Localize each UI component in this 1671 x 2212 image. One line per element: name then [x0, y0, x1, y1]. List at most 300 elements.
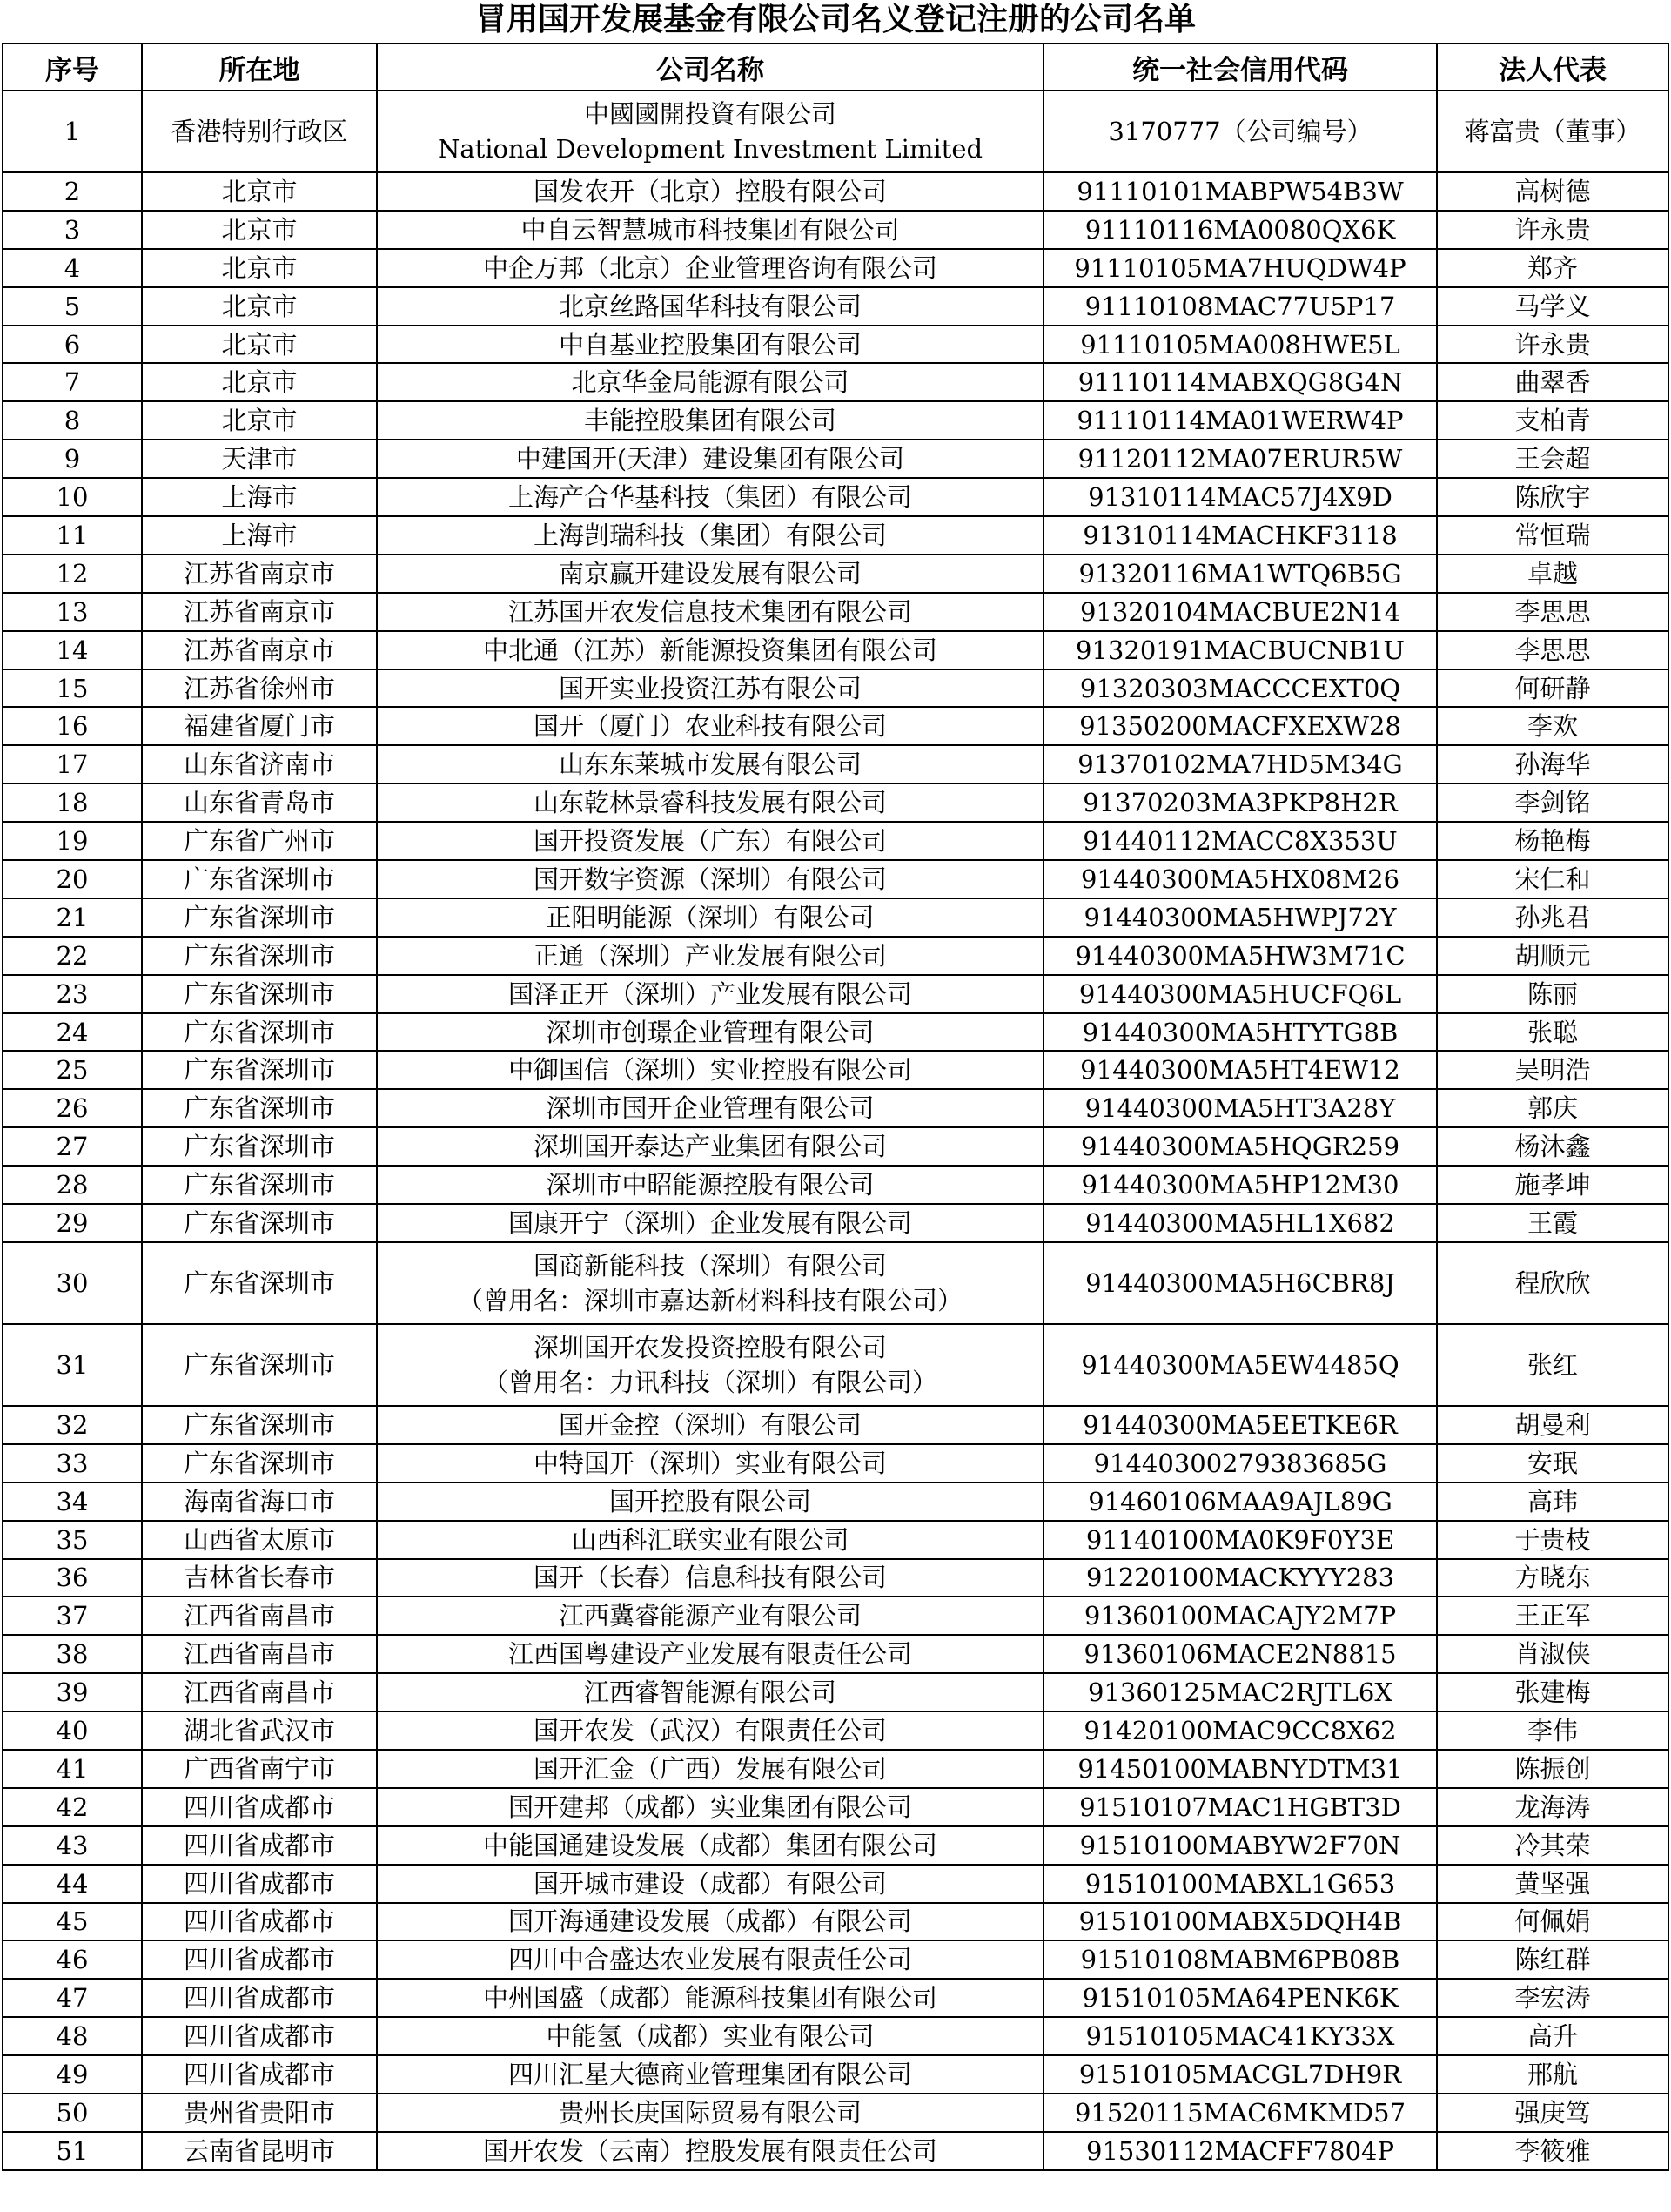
- cell-legal-rep: 蒋富贵（董事）: [1437, 91, 1668, 172]
- cell-seq: 37: [3, 1597, 142, 1635]
- company-name-subline: National Development Investment Limited: [437, 134, 983, 164]
- cell-legal-rep: 支柏青: [1437, 401, 1668, 440]
- cell-legal-rep: 安珉: [1437, 1444, 1668, 1483]
- table-row: [3, 1559, 1668, 1597]
- cell-location: 广东省深圳市: [142, 1051, 377, 1089]
- table-row: [3, 249, 1668, 287]
- cell-location: 四川省成都市: [142, 2055, 377, 2094]
- cell-company-name: 北京丝路国华科技有限公司: [377, 287, 1044, 326]
- cell-company-name: 中州国盛（成都）能源科技集团有限公司: [377, 1979, 1044, 2017]
- cell-credit-code: 91440300MA5HW3M71C: [1044, 937, 1437, 975]
- cell-credit-code: 91360106MACE2N8815: [1044, 1635, 1437, 1673]
- cell-credit-code: 91360100MACAJY2M7P: [1044, 1597, 1437, 1635]
- cell-location: 四川省成都市: [142, 1940, 377, 1979]
- column-header-credit-code: 统一社会信用代码: [1044, 44, 1437, 91]
- cell-credit-code: 91320116MA1WTQ6B5G: [1044, 555, 1437, 593]
- cell-company-name: 贵州长庚国际贸易有限公司: [377, 2094, 1044, 2132]
- table-row: [3, 1903, 1668, 1941]
- cell-location: 广东省深圳市: [142, 937, 377, 975]
- cell-legal-rep: 郑齐: [1437, 249, 1668, 287]
- cell-seq: 6: [3, 326, 142, 364]
- cell-company-name: 国开控股有限公司: [377, 1483, 1044, 1521]
- cell-location: 海南省海口市: [142, 1483, 377, 1521]
- cell-seq: 15: [3, 669, 142, 708]
- table-row: [3, 211, 1668, 249]
- table-row: [3, 555, 1668, 593]
- cell-location: 广东省深圳市: [142, 1324, 377, 1406]
- cell-location: 四川省成都市: [142, 2017, 377, 2055]
- table-row: [3, 1788, 1668, 1826]
- cell-company-name: 深圳市中昭能源控股有限公司: [377, 1166, 1044, 1204]
- cell-company-name: 国开汇金（广西）发展有限公司: [377, 1750, 1044, 1788]
- cell-seq: 10: [3, 478, 142, 516]
- cell-legal-rep: 何佩娟: [1437, 1903, 1668, 1941]
- table-row: [3, 1826, 1668, 1865]
- cell-company-name: 国开（长春）信息科技有限公司: [377, 1559, 1044, 1597]
- cell-company-name: 山西科汇联实业有限公司: [377, 1521, 1044, 1559]
- table-row: [3, 401, 1668, 440]
- cell-location: 江苏省南京市: [142, 593, 377, 631]
- table-row: [3, 1324, 1668, 1406]
- cell-seq: 7: [3, 363, 142, 401]
- cell-seq: 38: [3, 1635, 142, 1673]
- cell-seq: 47: [3, 1979, 142, 2017]
- cell-credit-code: 91420100MAC9CC8X62: [1044, 1711, 1437, 1750]
- cell-seq: 11: [3, 516, 142, 555]
- cell-company-name: 国开海通建设发展（成都）有限公司: [377, 1903, 1044, 1941]
- cell-company-name: [377, 1324, 1044, 1406]
- cell-credit-code: 91120112MA07ERUR5W: [1044, 440, 1437, 478]
- cell-location: 北京市: [142, 172, 377, 211]
- cell-location: 湖北省武汉市: [142, 1711, 377, 1750]
- cell-seq: 34: [3, 1483, 142, 1521]
- table-row: [3, 2055, 1668, 2094]
- cell-legal-rep: 孙海华: [1437, 745, 1668, 783]
- cell-legal-rep: 陈红群: [1437, 1940, 1668, 1979]
- table-row: [3, 783, 1668, 822]
- cell-company-name: 正通（深圳）产业发展有限公司: [377, 937, 1044, 975]
- table-row: [3, 1444, 1668, 1483]
- cell-location: 山西省太原市: [142, 1521, 377, 1559]
- cell-credit-code: 91350200MACFXEXW28: [1044, 707, 1437, 745]
- cell-legal-rep: 何研静: [1437, 669, 1668, 708]
- cell-seq: 51: [3, 2132, 142, 2170]
- cell-seq: 36: [3, 1559, 142, 1597]
- cell-seq: 19: [3, 822, 142, 860]
- cell-location: 北京市: [142, 211, 377, 249]
- cell-seq: 16: [3, 707, 142, 745]
- cell-location: 广东省深圳市: [142, 1166, 377, 1204]
- company-name-line: 深圳国开农发投资控股有限公司: [533, 1332, 887, 1362]
- cell-credit-code: 91510100MABYW2F70N: [1044, 1826, 1437, 1865]
- cell-company-name: 国泽正开（深圳）产业发展有限公司: [377, 975, 1044, 1013]
- cell-legal-rep: 胡顺元: [1437, 937, 1668, 975]
- cell-credit-code: 91440300MA5HX08M26: [1044, 860, 1437, 898]
- cell-credit-code: 91530112MACFF7804P: [1044, 2132, 1437, 2170]
- cell-company-name: 山东东莱城市发展有限公司: [377, 745, 1044, 783]
- table-row: [3, 1242, 1668, 1324]
- cell-location: 广西省南宁市: [142, 1750, 377, 1788]
- cell-seq: 9: [3, 440, 142, 478]
- table-row: [3, 1865, 1668, 1903]
- table-row: [3, 440, 1668, 478]
- table-row: [3, 975, 1668, 1013]
- cell-legal-rep: 高玮: [1437, 1483, 1668, 1521]
- cell-seq: 31: [3, 1324, 142, 1406]
- cell-location: 广东省深圳市: [142, 975, 377, 1013]
- cell-company-name: 国开投资发展（广东）有限公司: [377, 822, 1044, 860]
- cell-company-name: 山东乾林景睿科技发展有限公司: [377, 783, 1044, 822]
- cell-legal-rep: 许永贵: [1437, 211, 1668, 249]
- cell-location: 广东省深圳市: [142, 1242, 377, 1324]
- cell-credit-code: 91140100MA0K9F0Y3E: [1044, 1521, 1437, 1559]
- table-row: [3, 172, 1668, 211]
- table-row: [3, 326, 1668, 364]
- header-row: [3, 44, 1668, 91]
- cell-credit-code: 91110116MA0080QX6K: [1044, 211, 1437, 249]
- cell-location: 四川省成都市: [142, 1826, 377, 1865]
- cell-credit-code: 91510100MABXL1G653: [1044, 1865, 1437, 1903]
- cell-location: 四川省成都市: [142, 1788, 377, 1826]
- company-name-line: 国商新能科技（深圳）有限公司: [533, 1250, 887, 1281]
- column-header-seq: 序号: [3, 44, 142, 91]
- cell-legal-rep: 常恒瑞: [1437, 516, 1668, 555]
- cell-legal-rep: 李思思: [1437, 631, 1668, 669]
- cell-legal-rep: 马学义: [1437, 287, 1668, 326]
- table-row: [3, 1406, 1668, 1444]
- cell-credit-code: 91440300MA5HUCFQ6L: [1044, 975, 1437, 1013]
- cell-seq: 20: [3, 860, 142, 898]
- cell-seq: 5: [3, 287, 142, 326]
- cell-company-name: 中特国开（深圳）实业有限公司: [377, 1444, 1044, 1483]
- cell-credit-code: 91440300MA5HWPJ72Y: [1044, 898, 1437, 937]
- cell-credit-code: 91310114MAC57J4X9D: [1044, 478, 1437, 516]
- table-row: [3, 1597, 1668, 1635]
- cell-seq: 25: [3, 1051, 142, 1089]
- cell-seq: 42: [3, 1788, 142, 1826]
- table-row: [3, 516, 1668, 555]
- cell-credit-code: 91460106MAA9AJL89G: [1044, 1483, 1437, 1521]
- cell-location: 福建省厦门市: [142, 707, 377, 745]
- cell-company-name: 江西睿智能源有限公司: [377, 1673, 1044, 1711]
- cell-company-name: 上海产合华基科技（集团）有限公司: [377, 478, 1044, 516]
- cell-legal-rep: 强庚笃: [1437, 2094, 1668, 2132]
- table-row: [3, 1521, 1668, 1559]
- cell-company-name: 国开金控（深圳）有限公司: [377, 1406, 1044, 1444]
- cell-company-name: 国开城市建设（成都）有限公司: [377, 1865, 1044, 1903]
- cell-seq: 45: [3, 1903, 142, 1941]
- cell-legal-rep: 曲翠香: [1437, 363, 1668, 401]
- cell-location: 北京市: [142, 249, 377, 287]
- cell-seq: 27: [3, 1127, 142, 1166]
- cell-credit-code: 91440300MA5HT3A28Y: [1044, 1089, 1437, 1127]
- table-row: [3, 1979, 1668, 2017]
- cell-seq: 35: [3, 1521, 142, 1559]
- cell-company-name: 国开实业投资江苏有限公司: [377, 669, 1044, 708]
- cell-credit-code: 91510108MABM6PB08B: [1044, 1940, 1437, 1979]
- cell-location: 江苏省南京市: [142, 555, 377, 593]
- cell-seq: 14: [3, 631, 142, 669]
- table-row: [3, 860, 1668, 898]
- cell-legal-rep: 方晓东: [1437, 1559, 1668, 1597]
- cell-credit-code: 91510105MA64PENK6K: [1044, 1979, 1437, 2017]
- cell-legal-rep: 杨沐鑫: [1437, 1127, 1668, 1166]
- cell-legal-rep: 黄坚强: [1437, 1865, 1668, 1903]
- cell-credit-code: 91110108MAC77U5P17: [1044, 287, 1437, 326]
- cell-company-name: 国康开宁（深圳）企业发展有限公司: [377, 1204, 1044, 1242]
- cell-credit-code: 91440300MA5HP12M30: [1044, 1166, 1437, 1204]
- cell-legal-rep: 陈振创: [1437, 1750, 1668, 1788]
- cell-legal-rep: 张红: [1437, 1324, 1668, 1406]
- table-row: [3, 822, 1668, 860]
- cell-company-name: [377, 91, 1044, 172]
- cell-credit-code: 91450100MABNYDTM31: [1044, 1750, 1437, 1788]
- cell-seq: 48: [3, 2017, 142, 2055]
- cell-location: 广东省深圳市: [142, 1444, 377, 1483]
- cell-seq: 12: [3, 555, 142, 593]
- cell-seq: 49: [3, 2055, 142, 2094]
- cell-company-name: 中能国通建设发展（成都）集团有限公司: [377, 1826, 1044, 1865]
- page-title: 冒用国开发展基金有限公司名义登记注册的公司名单: [474, 2, 1196, 37]
- cell-legal-rep: 宋仁和: [1437, 860, 1668, 898]
- cell-company-name: 深圳国开泰达产业集团有限公司: [377, 1127, 1044, 1166]
- cell-credit-code: 91310114MACHKF3118: [1044, 516, 1437, 555]
- cell-credit-code: 91110101MABPW54B3W: [1044, 172, 1437, 211]
- cell-credit-code: 91370102MA7HD5M34G: [1044, 745, 1437, 783]
- cell-company-name: [377, 1242, 1044, 1324]
- cell-credit-code: 91440300MA5HL1X682: [1044, 1204, 1437, 1242]
- cell-legal-rep: 杨艳梅: [1437, 822, 1668, 860]
- cell-legal-rep: 胡曼利: [1437, 1406, 1668, 1444]
- cell-location: 广东省深圳市: [142, 1204, 377, 1242]
- cell-credit-code: 91440300MA5HT4EW12: [1044, 1051, 1437, 1089]
- table-row: [3, 707, 1668, 745]
- table-row: [3, 1635, 1668, 1673]
- company-list-table: [2, 43, 1669, 2171]
- cell-credit-code: 91510100MABX5DQH4B: [1044, 1903, 1437, 1941]
- cell-credit-code: 91370203MA3PKP8H2R: [1044, 783, 1437, 822]
- cell-location: 广东省深圳市: [142, 1013, 377, 1052]
- cell-location: 广东省深圳市: [142, 1406, 377, 1444]
- cell-credit-code: 91510107MAC1HGBT3D: [1044, 1788, 1437, 1826]
- cell-legal-rep: 卓越: [1437, 555, 1668, 593]
- cell-credit-code: 91440300279383685G: [1044, 1444, 1437, 1483]
- cell-seq: 44: [3, 1865, 142, 1903]
- cell-company-name: 四川中合盛达农业发展有限责任公司: [377, 1940, 1044, 1979]
- table-row: [3, 1940, 1668, 1979]
- cell-location: 北京市: [142, 363, 377, 401]
- table-row: [3, 593, 1668, 631]
- cell-legal-rep: 李思思: [1437, 593, 1668, 631]
- cell-credit-code: 91320303MACCCEXT0Q: [1044, 669, 1437, 708]
- cell-legal-rep: 李伟: [1437, 1711, 1668, 1750]
- cell-seq: 40: [3, 1711, 142, 1750]
- table-row: [3, 478, 1668, 516]
- cell-seq: 29: [3, 1204, 142, 1242]
- cell-location: 贵州省贵阳市: [142, 2094, 377, 2132]
- cell-company-name: 中能氢（成都）实业有限公司: [377, 2017, 1044, 2055]
- table-row: [3, 1750, 1668, 1788]
- cell-credit-code: 91320104MACBUE2N14: [1044, 593, 1437, 631]
- table-row: [3, 1013, 1668, 1052]
- cell-location: 上海市: [142, 478, 377, 516]
- cell-company-name: 深圳市创璟企业管理有限公司: [377, 1013, 1044, 1052]
- table-row: [3, 1166, 1668, 1204]
- cell-location: 江苏省南京市: [142, 631, 377, 669]
- cell-company-name: 丰能控股集团有限公司: [377, 401, 1044, 440]
- cell-location: 江西省南昌市: [142, 1635, 377, 1673]
- cell-legal-rep: 肖淑侠: [1437, 1635, 1668, 1673]
- table-header: [3, 44, 1668, 91]
- cell-location: 四川省成都市: [142, 1865, 377, 1903]
- cell-seq: 26: [3, 1089, 142, 1127]
- cell-company-name: 中御国信（深圳）实业控股有限公司: [377, 1051, 1044, 1089]
- cell-location: 山东省青岛市: [142, 783, 377, 822]
- cell-company-name: 中自基业控股集团有限公司: [377, 326, 1044, 364]
- cell-seq: 24: [3, 1013, 142, 1052]
- cell-legal-rep: 程欣欣: [1437, 1242, 1668, 1324]
- company-name-line: 中國國開投資有限公司: [583, 99, 836, 129]
- cell-company-name: 中建国开(天津）建设集团有限公司: [377, 440, 1044, 478]
- cell-credit-code: 91520115MAC6MKMD57: [1044, 2094, 1437, 2132]
- cell-seq: 30: [3, 1242, 142, 1324]
- cell-location: 广东省深圳市: [142, 1089, 377, 1127]
- cell-credit-code: 91440300MA5EW4485Q: [1044, 1324, 1437, 1406]
- table-row: [3, 631, 1668, 669]
- cell-seq: 21: [3, 898, 142, 937]
- cell-credit-code: 91110105MA7HUQDW4P: [1044, 249, 1437, 287]
- cell-legal-rep: 吴明浩: [1437, 1051, 1668, 1089]
- cell-location: 江西省南昌市: [142, 1597, 377, 1635]
- table-row: [3, 1127, 1668, 1166]
- table-row: [3, 937, 1668, 975]
- table-row: [3, 363, 1668, 401]
- cell-seq: 46: [3, 1940, 142, 1979]
- cell-credit-code: 91510105MACGL7DH9R: [1044, 2055, 1437, 2094]
- table-row: [3, 2017, 1668, 2055]
- cell-company-name: 中企万邦（北京）企业管理咨询有限公司: [377, 249, 1044, 287]
- cell-credit-code: 91440300MA5H6CBR8J: [1044, 1242, 1437, 1324]
- table-row: [3, 745, 1668, 783]
- cell-legal-rep: 陈丽: [1437, 975, 1668, 1013]
- cell-credit-code: 91440300MA5HTYTG8B: [1044, 1013, 1437, 1052]
- table-row: [3, 1204, 1668, 1242]
- table-body: [3, 91, 1668, 2170]
- column-header-legal-rep: 法人代表: [1437, 44, 1668, 91]
- table-row: [3, 2094, 1668, 2132]
- cell-seq: 32: [3, 1406, 142, 1444]
- cell-credit-code: 91110114MABXQG8G4N: [1044, 363, 1437, 401]
- cell-company-name: 国发农开（北京）控股有限公司: [377, 172, 1044, 211]
- cell-seq: 23: [3, 975, 142, 1013]
- cell-legal-rep: 高树德: [1437, 172, 1668, 211]
- cell-company-name: 北京华金局能源有限公司: [377, 363, 1044, 401]
- cell-legal-rep: 王会超: [1437, 440, 1668, 478]
- column-header-location: 所在地: [142, 44, 377, 91]
- cell-seq: 22: [3, 937, 142, 975]
- cell-location: 上海市: [142, 516, 377, 555]
- cell-seq: 8: [3, 401, 142, 440]
- cell-location: 四川省成都市: [142, 1903, 377, 1941]
- cell-location: 江苏省徐州市: [142, 669, 377, 708]
- table-row: [3, 898, 1668, 937]
- column-header-company: 公司名称: [377, 44, 1044, 91]
- cell-seq: 41: [3, 1750, 142, 1788]
- cell-company-name: 国开农发（云南）控股发展有限责任公司: [377, 2132, 1044, 2170]
- cell-credit-code: 91510105MAC41KY33X: [1044, 2017, 1437, 2055]
- cell-credit-code: 91360125MAC2RJTL6X: [1044, 1673, 1437, 1711]
- cell-company-name: 国开（厦门）农业科技有限公司: [377, 707, 1044, 745]
- cell-seq: 39: [3, 1673, 142, 1711]
- cell-location: 四川省成都市: [142, 1979, 377, 2017]
- cell-seq: 43: [3, 1826, 142, 1865]
- cell-seq: 1: [3, 91, 142, 172]
- cell-company-name: 国开农发（武汉）有限责任公司: [377, 1711, 1044, 1750]
- cell-location: 广东省广州市: [142, 822, 377, 860]
- company-name-subline: （曾用名：深圳市嘉达新材料科技有限公司）: [457, 1285, 963, 1315]
- cell-credit-code: 91440300MA5HQGR259: [1044, 1127, 1437, 1166]
- cell-location: 天津市: [142, 440, 377, 478]
- cell-company-name: 国开建邦（成都）实业集团有限公司: [377, 1788, 1044, 1826]
- cell-location: 北京市: [142, 401, 377, 440]
- cell-legal-rep: 施孝坤: [1437, 1166, 1668, 1204]
- cell-seq: 28: [3, 1166, 142, 1204]
- cell-credit-code: 91110105MA008HWE5L: [1044, 326, 1437, 364]
- table-row: [3, 1051, 1668, 1089]
- table-row: [3, 1089, 1668, 1127]
- cell-credit-code: 91110114MA01WERW4P: [1044, 401, 1437, 440]
- cell-legal-rep: 李剑铭: [1437, 783, 1668, 822]
- cell-legal-rep: 郭庆: [1437, 1089, 1668, 1127]
- cell-legal-rep: 李宏涛: [1437, 1979, 1668, 2017]
- cell-legal-rep: 龙海涛: [1437, 1788, 1668, 1826]
- cell-legal-rep: 邢航: [1437, 2055, 1668, 2094]
- cell-legal-rep: 张聪: [1437, 1013, 1668, 1052]
- cell-seq: 50: [3, 2094, 142, 2132]
- cell-company-name: 四川汇星大德商业管理集团有限公司: [377, 2055, 1044, 2094]
- cell-seq: 17: [3, 745, 142, 783]
- cell-location: 香港特别行政区: [142, 91, 377, 172]
- cell-seq: 18: [3, 783, 142, 822]
- cell-legal-rep: 张建梅: [1437, 1673, 1668, 1711]
- cell-credit-code: 91440112MACC8X353U: [1044, 822, 1437, 860]
- cell-legal-rep: 李筱雅: [1437, 2132, 1668, 2170]
- cell-legal-rep: 李欢: [1437, 707, 1668, 745]
- cell-seq: 13: [3, 593, 142, 631]
- cell-company-name: 中北通（江苏）新能源投资集团有限公司: [377, 631, 1044, 669]
- table-row: [3, 1711, 1668, 1750]
- cell-location: 吉林省长春市: [142, 1559, 377, 1597]
- cell-legal-rep: 冷其荣: [1437, 1826, 1668, 1865]
- cell-legal-rep: 陈欣宇: [1437, 478, 1668, 516]
- cell-company-name: 江西冀睿能源产业有限公司: [377, 1597, 1044, 1635]
- table-row: [3, 91, 1668, 172]
- cell-location: 北京市: [142, 326, 377, 364]
- cell-credit-code: 91220100MACKYYY283: [1044, 1559, 1437, 1597]
- cell-seq: 3: [3, 211, 142, 249]
- cell-legal-rep: 许永贵: [1437, 326, 1668, 364]
- table-row: [3, 287, 1668, 326]
- cell-legal-rep: 高升: [1437, 2017, 1668, 2055]
- cell-seq: 33: [3, 1444, 142, 1483]
- cell-company-name: 国开数字资源（深圳）有限公司: [377, 860, 1044, 898]
- cell-company-name: 中自云智慧城市科技集团有限公司: [377, 211, 1044, 249]
- cell-location: 广东省深圳市: [142, 1127, 377, 1166]
- cell-legal-rep: 孙兆君: [1437, 898, 1668, 937]
- cell-credit-code: 3170777（公司编号）: [1044, 91, 1437, 172]
- company-name-subline: （曾用名：力讯科技（深圳）有限公司）: [482, 1367, 937, 1397]
- table-row: [3, 2132, 1668, 2170]
